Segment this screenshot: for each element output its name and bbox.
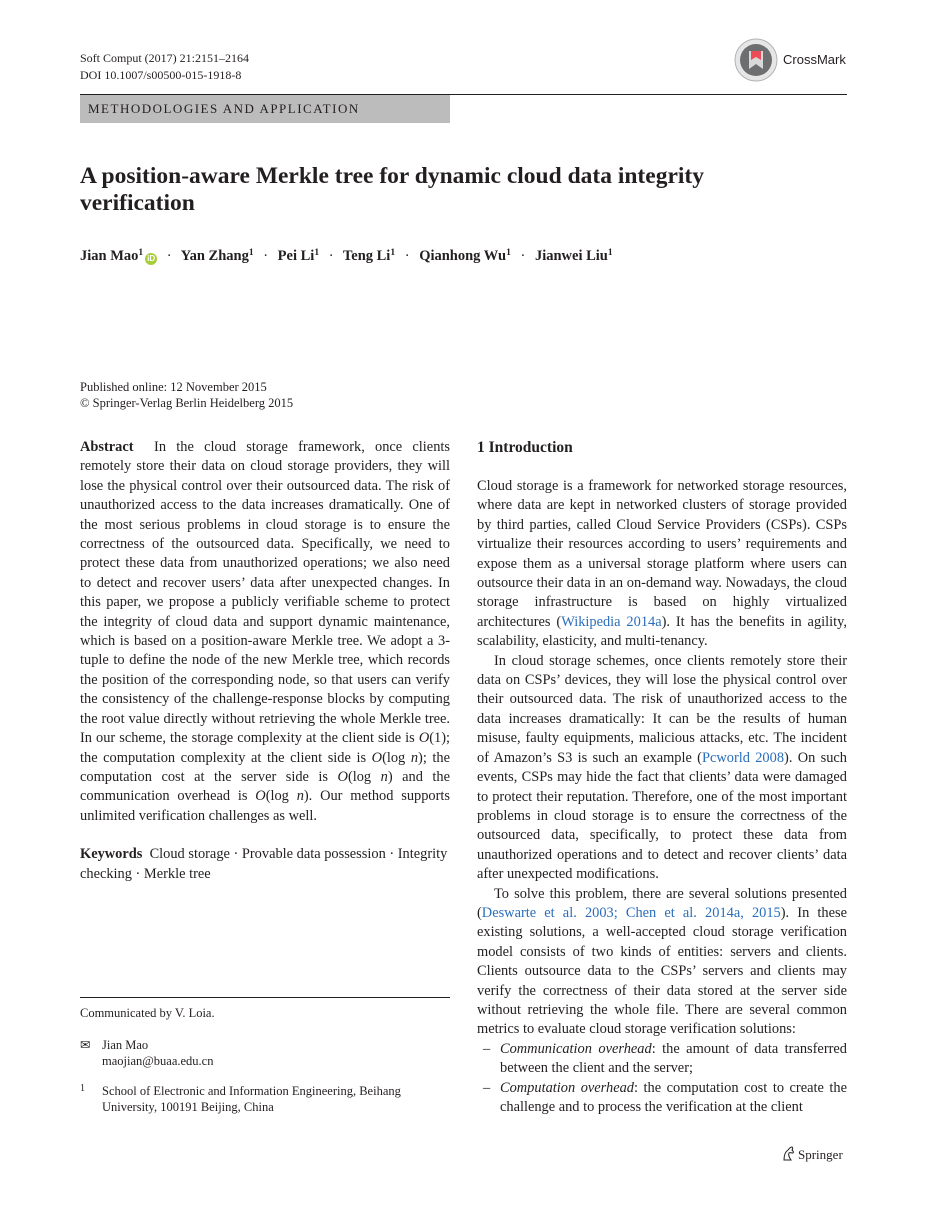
corresponding-author-email[interactable]: maojian@buaa.edu.cn (102, 1054, 214, 1068)
author-separator: · (263, 248, 269, 264)
paragraph: In cloud storage schemes, once clients remotely store their data on CSPs’ devices, they will lose the physical control over their outsourced data. The risk of unauthorized access to the data increases dramatically: It can be the results of human misuse, faulty equipments, malicious attacks, etc. The incident of Amazon’s S3 is such an example (Pcworld 2008). On such events, CSPs may hide the fact that clients’ data were damaged to protect their reputation. Therefore, one of the most important problems in cloud storage is to ensure the correctness of the outsourced data, specifically, to protect these data from unauthorized operations and to detect and recover clients’ data after unexpected modifications. (477, 652, 847, 883)
abstract-label: Abstract (80, 439, 134, 455)
list-item: – Computation overhead: the computation cost to create the challenge and to process the verification at the client (483, 1079, 847, 1115)
citation-link[interactable]: Deswarte et al. 2003; Chen et al. 2014a, 2015 (481, 904, 781, 921)
keywords-label: Keywords (80, 846, 143, 863)
copyright: © Springer-Verlag Berlin Heidelberg 2015 (80, 396, 294, 410)
author[interactable]: Jian Mao$^1$ (80, 248, 144, 264)
keywords: Keywords Cloud storage · Provable data possession · Integrity checking · Merkle tree (80, 846, 448, 882)
author-separator: · (404, 248, 410, 264)
author[interactable]: Pei Li$^1$ (277, 248, 320, 264)
envelope-icon: ✉ (80, 1038, 91, 1052)
author[interactable]: Teng Li$^1$ (342, 248, 396, 264)
communicated-by: Communicated by V. Loia. (80, 1006, 215, 1020)
citation-link[interactable]: Wikipedia 2014a (561, 613, 662, 630)
paragraph: To solve this problem, there are several solutions presented (Deswarte et al. 2003; Chen et al. 2014a, 2015). In these existing solutions, a well-accepted cloud storage verification model consists of two kinds of entities: servers and clients. Clients outsource data to the CSPs’ servers and clients may verify the correctness of their data stored at the server side without retrieving the whole file. There are several common metrics to evaluate cloud storage verification solutions: (477, 885, 847, 1038)
author-separator: · (166, 248, 172, 264)
published-date: Published online: 12 November 2015 (80, 380, 267, 394)
list-item: – Communication overhead: the amount of data transferred between the client and the server; (483, 1040, 847, 1077)
affiliation-mark: 1 (80, 1083, 85, 1094)
corresponding-author-name: Jian Mao (102, 1038, 149, 1052)
journal-citation: Soft Comput (2017) 21:2151–2164 (80, 51, 250, 65)
doi: DOI 10.1007/s00500-015-1918-8 (80, 68, 242, 82)
section-heading: 1 Introduction (477, 439, 573, 456)
author-list (80, 243, 613, 266)
author[interactable]: Jianwei Liu$^1$ (534, 248, 613, 264)
crossmark-label: CrossMark (783, 52, 846, 67)
abstract: Abstract In the cloud storage framework, once clients remotely store their data on cloud storage providers, they will lose the physical control over their outsourced data. The risk of unauthorized access to the data increases dramatically. One of the most serious problems in cloud storage is to ensure the correctness of the outsourced data. Specifically, we need to protect these data from unauthorized operations; we also need to detect and recover users’ data after unexpected changes. In this paper, we propose a publicly verifiable scheme to protect the integrity of cloud data and support dynamic maintenance, which is based on a position-aware Merkle tree. We adopt a 3-tuple to define the node of the new Merkle tree, which records the position of the corresponding node, so that users can verify the consistency of the challenge-response blocks by computing the root value directly without retrieving the whole Merkle tree. In our scheme, the storage complexity at the client side is O(1); the computation complexity at the client side is O(log n); the computation cost at the server side is O(log n) and the communication overhead is O(log n). Our method supports unlimited verification challenges as well. (80, 439, 451, 824)
crossmark-icon (734, 38, 778, 82)
publisher-logo[interactable] (781, 1146, 843, 1163)
citation-link[interactable]: Pcworld 2008 (701, 749, 785, 766)
paragraph: Cloud storage is a framework for networked storage resources, where data are kept in networked clusters of storage provided by third parties, called Cloud Service Providers (CSPs). CSPs virtualize their resources according to users’ requirements and expose them as a universal storage platform where users can outsource their data in an on-demand way. Nowadays, the cloud storage infrastructure is based on highly virtualized architectures (Wikipedia 2014a). It has the benefits in agility, scalability, elasticity, and multi-tenancy. (477, 478, 847, 650)
paper-title: A position-aware Merkle tree for dynamic cloud data integrity verification (80, 163, 704, 216)
affiliation-text: School of Electronic and Information Engineering, Beihang University, 100191 Beijing, China (102, 1084, 401, 1114)
author[interactable]: Qianhong Wu$^1$ (419, 248, 511, 264)
author-separator: · (328, 248, 334, 264)
author-separator: · (520, 248, 526, 264)
footnote-rule (80, 997, 450, 998)
corresponding-author (80, 1037, 450, 1071)
section-category: METHODOLOGIES AND APPLICATION (80, 95, 450, 123)
left-column (80, 438, 450, 884)
affiliation (80, 1083, 450, 1117)
springer-horse-icon (781, 1146, 795, 1161)
orcid-icon[interactable]: iD (147, 254, 156, 263)
author[interactable]: Yan Zhang$^1$ (180, 248, 254, 264)
publisher-name: Springer (798, 1147, 843, 1162)
crossmark-badge[interactable] (734, 38, 846, 82)
right-column (477, 438, 847, 1117)
